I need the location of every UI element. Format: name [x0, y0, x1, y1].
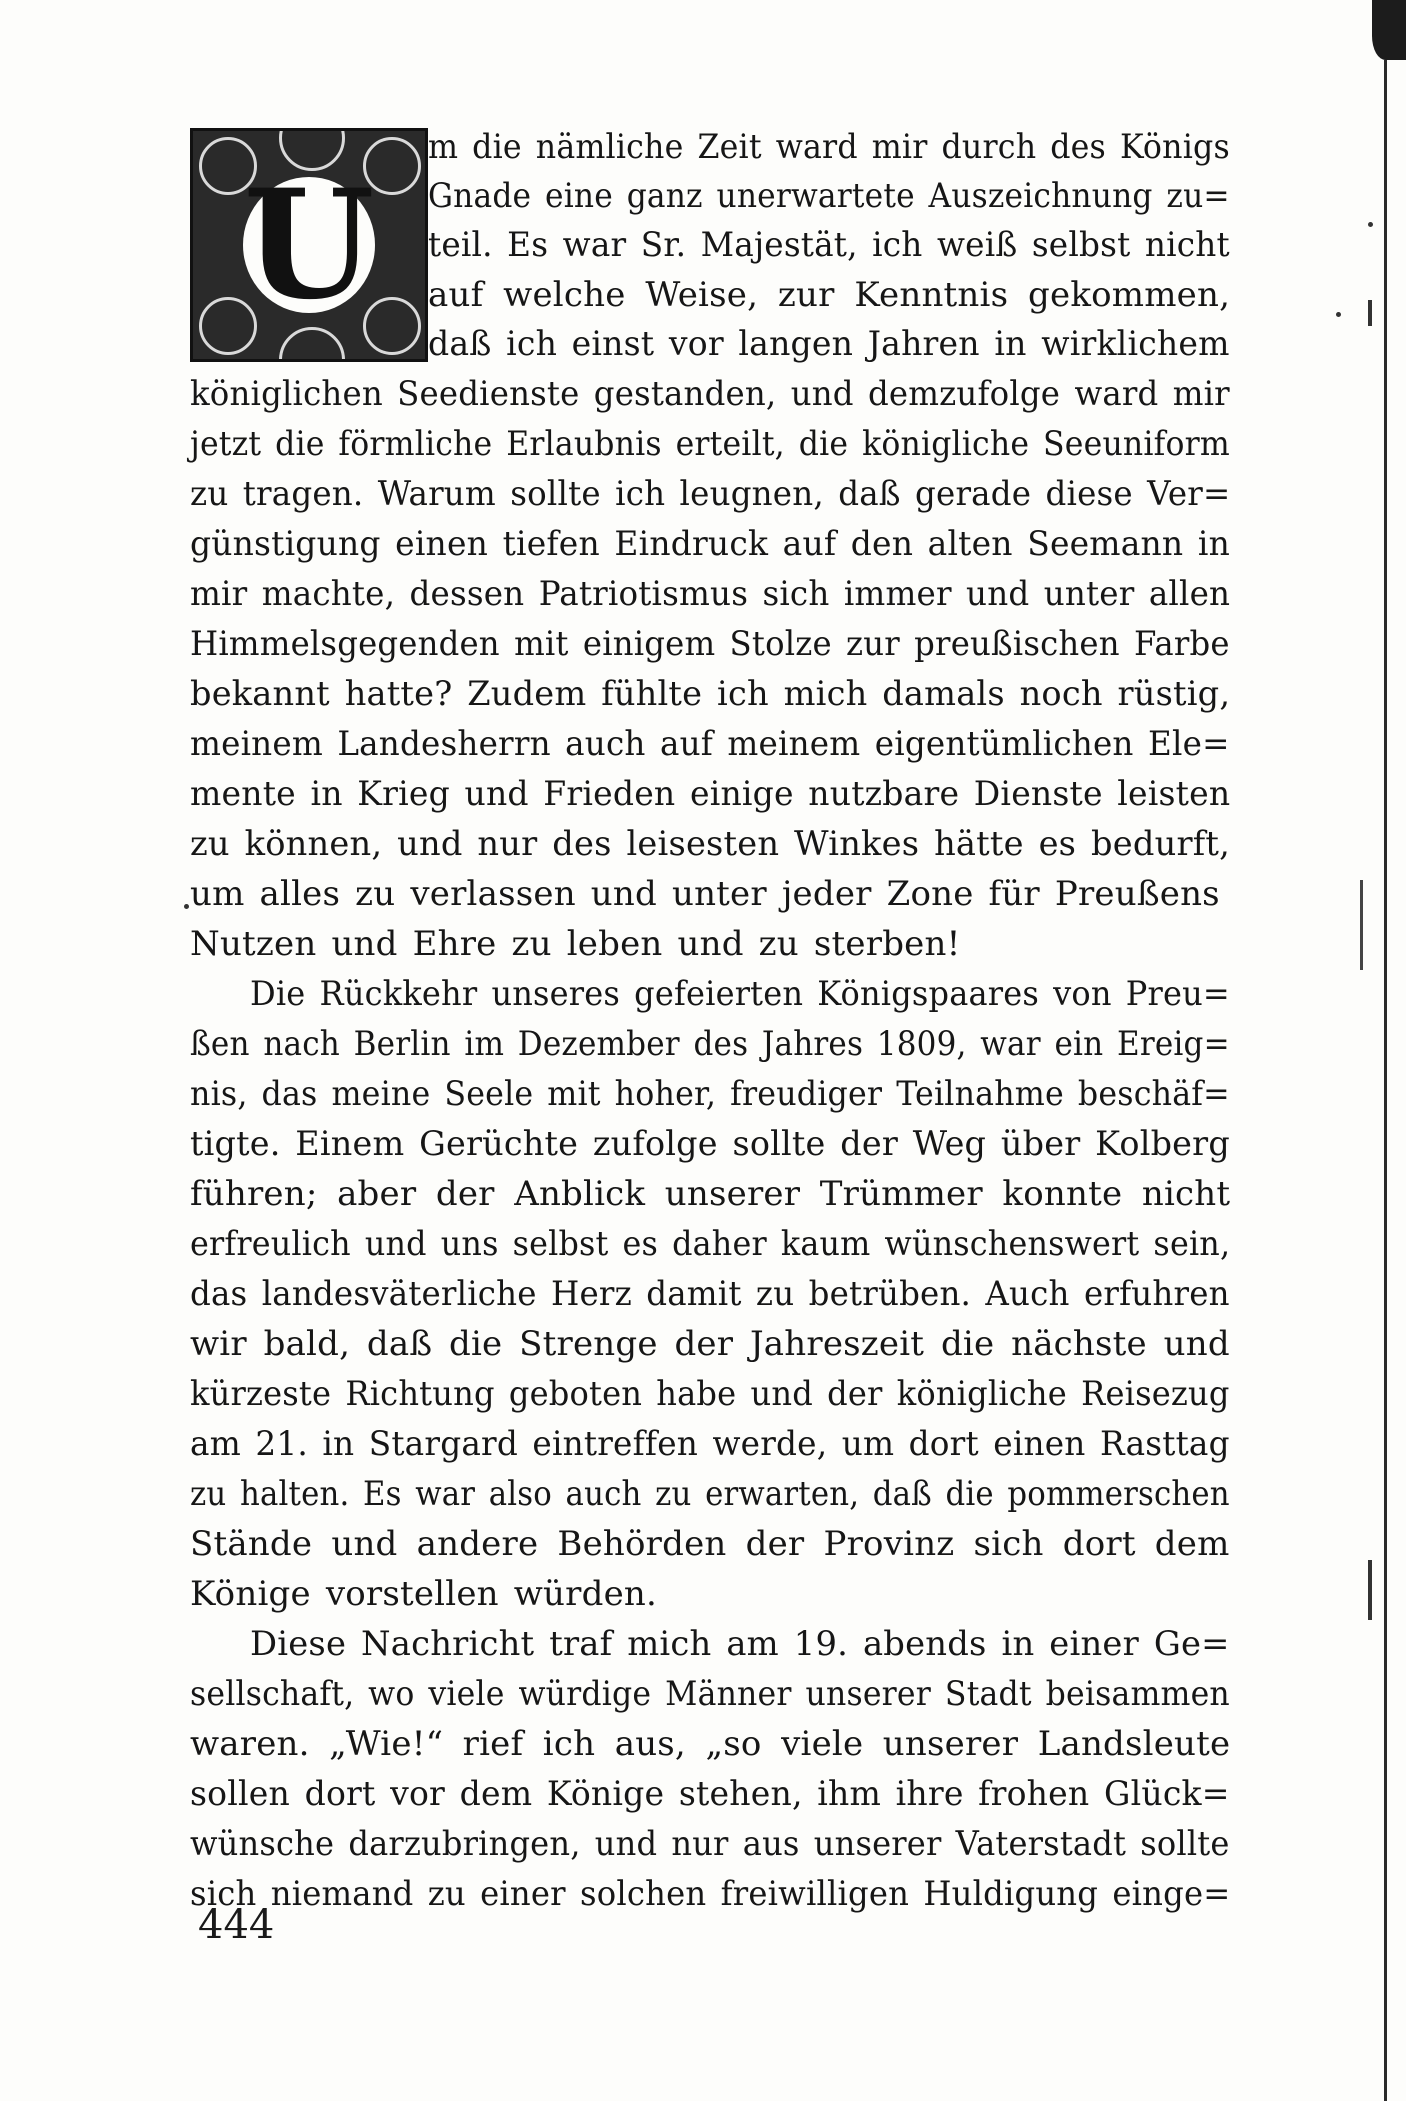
- edge-speck: [1368, 1560, 1372, 1620]
- margin-speck: [1368, 222, 1373, 227]
- text-line: führen; aber der Anblick unserer Trümmer konnte nicht: [190, 1174, 1231, 1214]
- text-line: am 21. in Stargard eintreffen werde, um dort einen Rasttag: [190, 1424, 1230, 1464]
- text-line: zu halten. Es war also auch zu erwarten, daß die pommerschen: [190, 1474, 1230, 1514]
- margin-speck: [1336, 312, 1341, 317]
- text-line: jetzt die förmliche Erlaubnis erteilt, die königliche Seeuniform: [190, 424, 1230, 464]
- page-number: 444: [198, 1902, 275, 1948]
- text-line: sollen dort vor dem Könige stehen, ihm ihre frohen Glück=: [190, 1774, 1230, 1814]
- text-line: günstigung einen tiefen Eindruck auf den alten Seemann in: [190, 524, 1230, 564]
- text-line: ßen nach Berlin im Dezember des Jahres 1809, war ein Ereig=: [190, 1024, 1230, 1064]
- text-line: mente in Krieg und Frieden einige nutzbare Dienste leisten: [190, 774, 1231, 814]
- text-line: zu können, und nur des leisesten Winkes hätte es bedurft,: [190, 824, 1230, 864]
- text-line: Stände und andere Behörden der Provinz sich dort dem: [190, 1524, 1230, 1564]
- text-line: sellschaft, wo viele würdige Männer unserer Stadt beisammen: [190, 1674, 1230, 1714]
- text-line: zu tragen. Warum sollte ich leugnen, daß gerade diese Ver=: [190, 474, 1231, 514]
- text-line: kürzeste Richtung geboten habe und der königliche Reisezug: [190, 1374, 1230, 1414]
- text-line: Himmelsgegenden mit einigem Stolze zur preußischen Farbe: [190, 624, 1230, 664]
- page-edge-line: [1384, 60, 1387, 2101]
- text-line: bekannt hatte? Zudem fühlte ich mich damals noch rüstig,: [190, 674, 1231, 714]
- text-line: Nutzen und Ehre zu leben und zu sterben!: [190, 924, 961, 964]
- text-line: wünsche darzubringen, und nur aus unserer Vaterstadt sollte: [190, 1824, 1230, 1864]
- text-line: Könige vorstellen würden.: [190, 1574, 658, 1614]
- drop-cap-letter: U: [243, 157, 375, 333]
- text-line: daß ich einst vor langen Jahren in wirklichem: [428, 324, 1230, 364]
- text-line: königlichen Seedienste gestanden, und demzufolge ward mir: [190, 374, 1230, 414]
- edge-speck: [1360, 880, 1363, 970]
- text-line: Die Rückkehr unseres gefeierten Königspaares von Preu=: [250, 974, 1230, 1014]
- text-line: um alles zu verlassen und unter jeder Zone für Preußens: [190, 874, 1220, 914]
- text-line: Diese Nachricht traf mich am 19. abends in einer Ge=: [250, 1624, 1230, 1664]
- page-edge-shadow: [1372, 0, 1406, 60]
- text-line: mir machte, dessen Patriotismus sich immer und unter allen: [190, 574, 1231, 614]
- margin-speck: [184, 904, 189, 909]
- edge-speck: [1368, 300, 1372, 326]
- text-line: das landesväterliche Herz damit zu betrüben. Auch erfuhren: [190, 1274, 1230, 1314]
- text-line: waren. „Wie!“ rief ich aus, „so viele unserer Landsleute: [190, 1724, 1231, 1764]
- text-line: erfreulich und uns selbst es daher kaum wünschenswert sein,: [190, 1224, 1231, 1264]
- text-line: auf welche Weise, zur Kenntnis gekommen,: [428, 275, 1231, 315]
- text-line: meinem Landesherrn auch auf meinem eigentümlichen Ele=: [190, 724, 1230, 764]
- text-line: nis, das meine Seele mit hoher, freudiger Teilnahme beschäf=: [190, 1074, 1230, 1114]
- text-line: m die nämliche Zeit ward mir durch des Königs: [428, 127, 1230, 167]
- drop-cap-ornament: [190, 128, 428, 362]
- text-line: Gnade eine ganz unerwartete Auszeichnung zu=: [428, 176, 1230, 216]
- text-line: tigte. Einem Gerüchte zufolge sollte der Weg über Kolberg: [190, 1124, 1230, 1164]
- text-line: teil. Es war Sr. Majestät, ich weiß selbst nicht: [428, 225, 1230, 265]
- text-line: wir bald, daß die Strenge der Jahreszeit die nächste und: [190, 1324, 1230, 1364]
- text-line: sich niemand zu einer solchen freiwilligen Huldigung einge=: [190, 1874, 1231, 1914]
